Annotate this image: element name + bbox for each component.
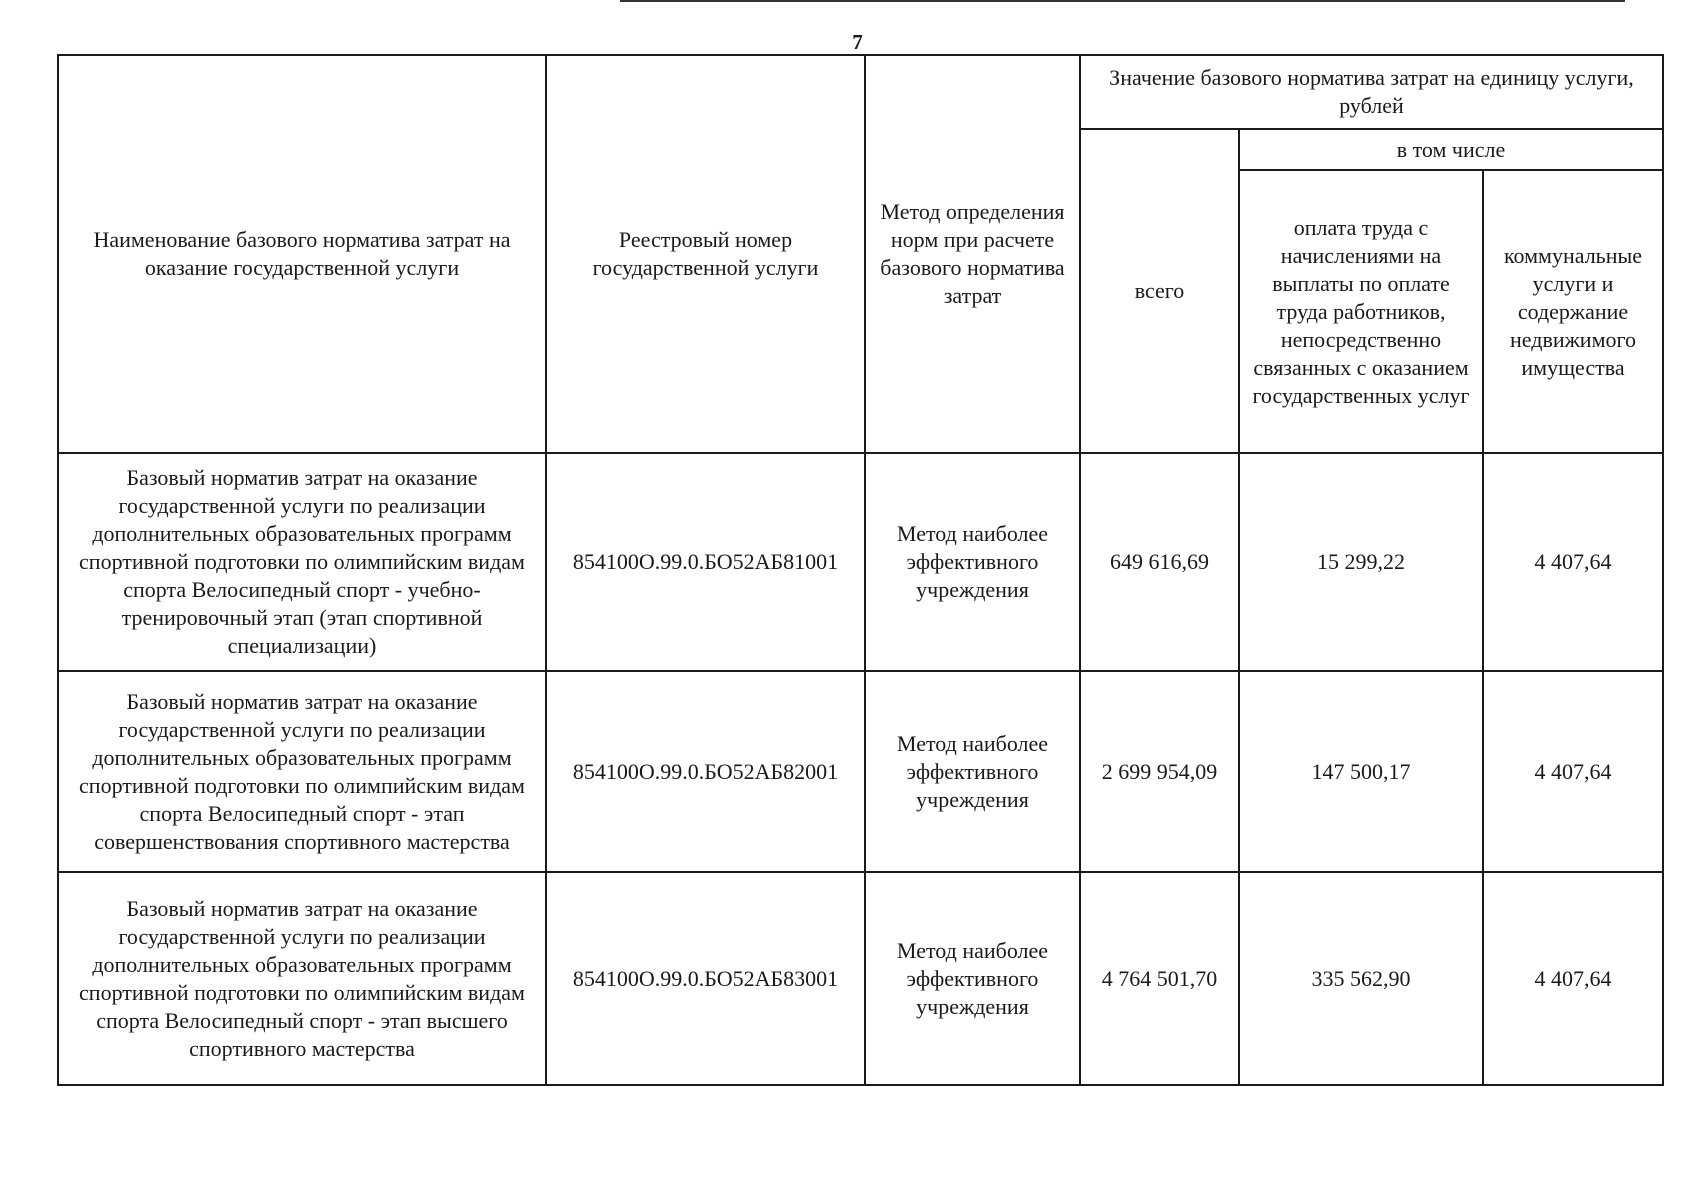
row-total: 649 616,69: [1080, 453, 1239, 671]
row-registry: 854100О.99.0.БО52АБ82001: [546, 671, 865, 872]
row-labor: 15 299,22: [1239, 453, 1483, 671]
row-utilities: 4 407,64: [1483, 872, 1663, 1085]
top-rule: [620, 0, 1625, 2]
row-method: Метод наиболее эффективного учреждения: [865, 872, 1080, 1085]
row-registry: 854100О.99.0.БО52АБ83001: [546, 872, 865, 1085]
cost-norms-table: [57, 54, 1664, 1086]
row-utilities: 4 407,64: [1483, 671, 1663, 872]
row-utilities: 4 407,64: [1483, 453, 1663, 671]
header-total: всего: [1080, 129, 1239, 453]
row-method: Метод наиболее эффективного учреждения: [865, 671, 1080, 872]
header-labor: оплата труда с начислениями на выплаты по оплате труда работников, непосредственно связанных с оказанием государственных услуг: [1239, 170, 1483, 453]
table-row: [58, 453, 1663, 671]
page-number: 7: [852, 30, 863, 54]
header-value-group: Значение базового норматива затрат на единицу услуги, рублей: [1080, 55, 1663, 129]
header-name: Наименование базового норматива затрат на оказание государственной услуги: [58, 55, 546, 453]
row-labor: 335 562,90: [1239, 872, 1483, 1085]
row-labor: 147 500,17: [1239, 671, 1483, 872]
row-total: 4 764 501,70: [1080, 872, 1239, 1085]
row-name: Базовый норматив затрат на оказание государственной услуги по реализации дополнительных образовательных программ спортивной подготовки по олимпийским видам спорта Велосипедный спорт - учебно-тренировочный этап (этап спортивной специализации): [58, 453, 546, 671]
table-row: [58, 671, 1663, 872]
table-row: [58, 872, 1663, 1085]
row-name: Базовый норматив затрат на оказание государственной услуги по реализации дополнительных образовательных программ спортивной подготовки по олимпийским видам спорта Велосипедный спорт - этап совершенствования спортивного мастерства: [58, 671, 546, 872]
row-total: 2 699 954,09: [1080, 671, 1239, 872]
header-including: в том числе: [1239, 129, 1663, 170]
row-method: Метод наиболее эффективного учреждения: [865, 453, 1080, 671]
header-row-1: [58, 55, 1663, 129]
header-utilities: коммунальные услуги и содержание недвижимого имущества: [1483, 170, 1663, 453]
row-name: Базовый норматив затрат на оказание государственной услуги по реализации дополнительных образовательных программ спортивной подготовки по олимпийским видам спорта Велосипедный спорт - этап высшего спортивного мастерства: [58, 872, 546, 1085]
header-method: Метод определения норм при расчете базового норматива затрат: [865, 55, 1080, 453]
row-registry: 854100О.99.0.БО52АБ81001: [546, 453, 865, 671]
header-registry: Реестровый номер государственной услуги: [546, 55, 865, 453]
